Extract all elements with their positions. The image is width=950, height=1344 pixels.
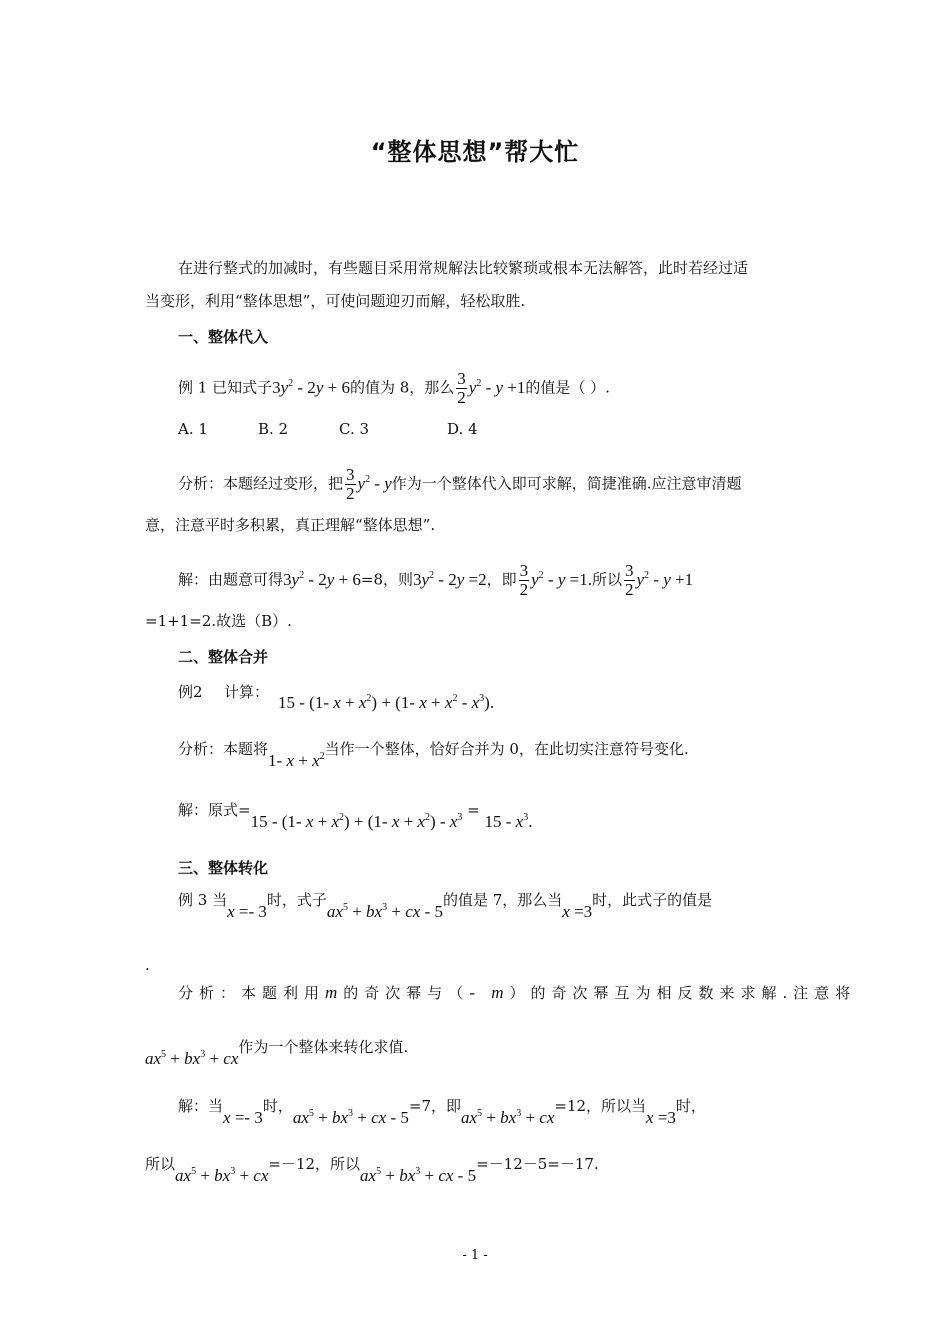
math-expr: $ax^5 + bx^3$ + cx - 5 <box>326 902 443 921</box>
section-heading-2: 二、整体合并 <box>178 648 269 666</box>
math-var-m: m <box>325 983 344 1002</box>
option-d: D. 4 <box>447 420 478 438</box>
math-expr: $ax^5 + bx^3$ + cx - 5 <box>360 1166 477 1185</box>
solution-1 <box>178 562 693 599</box>
example-2-calc: 计算： <box>224 683 270 701</box>
option-a: A. 1 <box>178 420 208 438</box>
math-expr: $3y^2 - 2y + 6$ <box>272 377 350 397</box>
example-3-suffix: 时，此式子的值是 <box>592 891 713 909</box>
solution-1-so: 所以 <box>591 570 622 589</box>
page-title: “整体思想”帮大忙 <box>370 138 580 166</box>
math-expr: $y^2 - y +1$ <box>468 377 526 397</box>
example-1-suffix: 的值是（ ）. <box>525 378 610 397</box>
math-expr: $ax^5 + bx^3$ + cx - 5 <box>292 1108 409 1127</box>
solution-2: 解：原式=15 - (1- $x + x^2) + (1-$ $x + x^2) - x^3 = 15 - x^3$. <box>178 801 533 831</box>
analysis-1 <box>178 466 742 503</box>
section-heading-1: 一、整体代入 <box>178 328 269 346</box>
analysis-2 <box>178 739 689 770</box>
analysis-1-suffix: 作为一个整体代入即可求解，简捷准确.应注意审清题 <box>391 474 742 493</box>
analysis-3-prefix: 分析：本题利用 <box>178 984 326 1002</box>
example-3-prefix: 例 3 当 <box>178 891 228 909</box>
math-expr: x =- 3 <box>223 1108 263 1127</box>
example-2-label: 例2 <box>178 683 203 701</box>
option-b: B. 2 <box>258 420 289 438</box>
solution-3-when: 时， <box>262 1097 293 1115</box>
math-expr: $3y^2 - 2y + 6$ <box>283 569 361 589</box>
math-expr: $3y^2 - 2y =2$ <box>413 569 487 589</box>
math-expr: $ax^5 + bx^3$ + cx <box>145 1049 239 1068</box>
example-3-blank: . <box>145 956 150 974</box>
example-1 <box>178 370 610 407</box>
math-expr: $y^2 - y +1$ <box>636 569 694 589</box>
analysis-3-mid1: 的奇次幂与（ <box>343 984 470 1002</box>
solution-3-line-2 <box>145 1154 599 1185</box>
solution-3 <box>178 1096 706 1127</box>
analysis-1-line-2: 意，注意平时多积累，真正理解“整体思想”. <box>145 516 436 534</box>
fraction-3-2: $\frac{3}{2}$ <box>457 369 466 407</box>
math-expr: $y^2$ - y <box>357 473 392 493</box>
solution-3-eq12: =12，所以当 <box>554 1097 647 1115</box>
option-c: C. 3 <box>339 420 370 438</box>
math-expr: $ax^5 + bx^3$ + cx <box>175 1166 269 1185</box>
solution-2-prefix: 解：原式= <box>178 801 251 819</box>
example-3 <box>178 890 713 921</box>
solution-1-prefix: 解：由题意可得 <box>178 570 284 589</box>
math-expr: x =- 3 <box>227 902 267 921</box>
fraction-3-2: $\frac{3}{2}$ <box>625 561 634 599</box>
math-expr: $ax^5 + bx^3$ + cx <box>461 1108 555 1127</box>
solution-1-then: ，即 <box>486 570 517 589</box>
analysis-3-mid2: ）的奇次幂互为相反数来求解.注意将 <box>509 984 857 1002</box>
example-2-expression: 15 - (1- $x + x^2) + (1-$ $x + x^2 - x^3$). <box>278 693 495 712</box>
fraction-3-2: $\frac{3}{2}$ <box>519 561 529 599</box>
solution-1-line-2: =1+1=2.故选（B）. <box>145 612 292 630</box>
math-expr: $y^2 - y =1$. <box>531 569 592 589</box>
solution-3-eq7: =7，即 <box>408 1097 461 1115</box>
analysis-1-prefix: 分析：本题经过变形，把 <box>178 474 344 493</box>
example-3-value: 的值是 7，那么当 <box>442 891 563 909</box>
solution-3-when2: 时， <box>675 1097 706 1115</box>
example-1-prefix: 例 1 已知式子 <box>178 378 273 397</box>
page-number: - 1 - <box>462 1248 488 1263</box>
example-3-when: 时，式子 <box>266 891 327 909</box>
analysis-3 <box>178 983 856 1003</box>
solution-3-line2-prefix: 所以 <box>145 1155 176 1173</box>
math-expr: x =3 <box>562 902 593 921</box>
intro-line-1: 在进行整式的加减时，有些题目采用常规解法比较繁琐或根本无法解答，此时若经过适 <box>178 259 749 277</box>
solution-3-prefix: 解：当 <box>178 1097 224 1115</box>
fraction-3-2: $\frac{3}{2}$ <box>346 465 355 503</box>
math-expr: 1- $x + x^2$ <box>268 751 325 770</box>
solution-1-eq8: =8，则 <box>360 570 413 589</box>
solution-3-line2-mid: =－12，所以 <box>268 1155 361 1173</box>
section-heading-3: 三、整体转化 <box>178 859 269 877</box>
analysis-2-suffix: 当作一个整体，恰好合并为 0，在此切实注意符号变化. <box>324 740 689 758</box>
math-expr: - m <box>469 983 510 1002</box>
math-expr: $15 - x^3$. <box>484 812 533 831</box>
analysis-3-suffix: 作为一个整体来转化求值. <box>238 1038 409 1056</box>
math-expr: 15 - (1- $x + x^2) + (1-$ $x + x^2) - x^3$ <box>250 812 463 831</box>
analysis-2-prefix: 分析：本题将 <box>178 740 269 758</box>
example-1-mid: 的值为 8，那么 <box>349 378 455 397</box>
analysis-3-line-2 <box>145 1037 409 1068</box>
intro-line-2: 当变形，利用“整体思想”，可使问题迎刃而解，轻松取胜. <box>145 292 526 310</box>
math-expr: x =3 <box>646 1108 676 1127</box>
solution-3-line2-end: =－12－5=－17. <box>476 1155 599 1173</box>
